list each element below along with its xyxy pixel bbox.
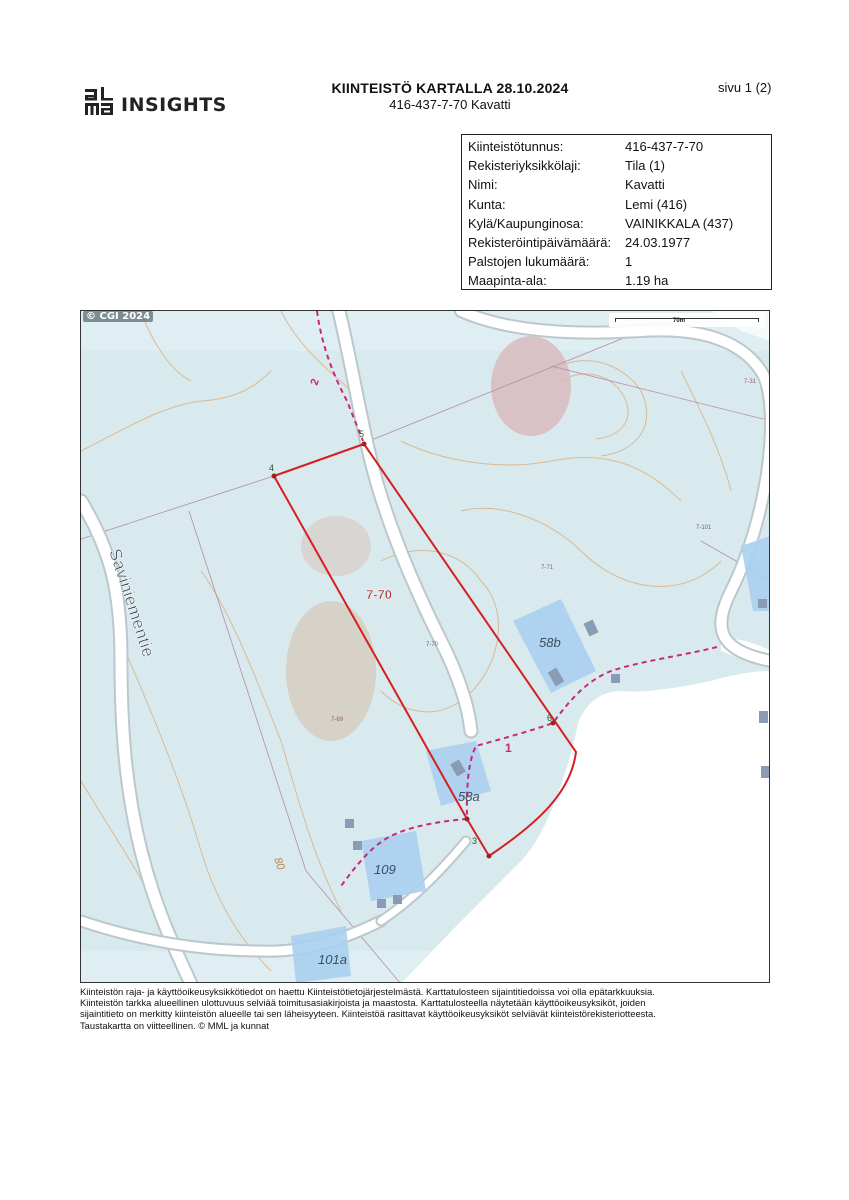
contour-label: 80 (271, 855, 287, 872)
usage-unit-label: 1 (505, 741, 512, 755)
building (377, 899, 386, 908)
logo-text: INSIGHTS (121, 94, 227, 116)
info-value: 1.19 ha (625, 273, 669, 289)
info-value: Kavatti (625, 177, 665, 193)
road-name-label: Saviniementie (105, 546, 159, 660)
property-info-table (461, 134, 772, 290)
boundary-point-label: 3 (472, 836, 478, 846)
address-number: 101a (318, 952, 347, 967)
rocky-area (491, 336, 571, 436)
info-row (468, 252, 771, 271)
info-value: Tila (1) (625, 158, 665, 174)
info-row (468, 156, 771, 175)
footnote-line: Kiinteistön tarkka alueellinen ulottuvuus selviää toimitusasiakirjoista ja maastosta. Karttatulosteella näytetään käyttöoikeusyksiköt, joiden (80, 997, 646, 1009)
info-value: VAINIKKALA (437) (625, 215, 734, 231)
info-label: Maapinta-ala: (468, 273, 547, 289)
info-label: Rekisteröintipäivämäärä: (468, 234, 612, 250)
header-title-block (300, 80, 600, 112)
building (393, 895, 402, 904)
address-number: 109 (374, 862, 396, 877)
info-label: Kunta: (468, 196, 506, 212)
building (611, 674, 620, 683)
usage-unit-label: 2 (308, 377, 322, 388)
info-value: 416-437-7-70 (625, 139, 704, 154)
boundary-point-label: 4 (269, 463, 275, 473)
alma-logo-icon (84, 86, 118, 116)
footnote-line: Taustakartta on viitteellinen. © MML ja kunnat (80, 1019, 269, 1031)
info-row (468, 137, 771, 156)
parcel-id: 7-70 (426, 642, 439, 648)
page-number: sivu 1 (2) (718, 80, 772, 95)
info-row (468, 214, 771, 233)
footnote-line: sijaintitieto on merkitty kiinteistön alueelle tai sen läheisyyteen. Kiinteistöä rasittavat käyttöoikeusyksiköt selviävät kiinteistörekisteriotteesta. (80, 1008, 656, 1020)
info-label: Kylä/Kaupunginosa: (468, 215, 584, 231)
parcel-id: 7-71 (541, 565, 554, 571)
boundary-point-label: 5 (359, 429, 365, 439)
alma-insights-logo (84, 84, 227, 118)
boundary-point-label: 6 (547, 713, 553, 723)
info-label: Palstojen lukumäärä: (468, 254, 590, 270)
parcel-id: 7-101 (696, 525, 712, 531)
info-label: Nimi: (468, 177, 498, 193)
info-value: 24.03.1977 (625, 234, 691, 250)
building (759, 711, 768, 723)
page-title: KIINTEISTÖ KARTALLA 28.10.2024 (331, 80, 569, 96)
info-label: Rekisteriyksikkölaji: (468, 158, 581, 174)
building (345, 819, 354, 828)
rocky-area (301, 516, 371, 576)
parcel-id-label: 7-70 (366, 587, 393, 602)
info-row (468, 233, 771, 252)
building (353, 841, 362, 850)
page-subtitle: 416-437-7-70 Kavatti (389, 97, 511, 112)
info-row (468, 195, 771, 214)
parcel-id: 7-31 (744, 379, 757, 385)
address-number: 58a (458, 789, 480, 804)
footnote (80, 986, 780, 1031)
address-number: 58b (539, 635, 561, 650)
info-row (468, 175, 771, 194)
copyright-badge: © CGI 2024 (83, 311, 153, 322)
info-value: 1 (625, 254, 633, 270)
footnote-line: Kiinteistön raja- ja käyttöoikeusyksikkötiedot on haettu Kiinteistötietojärjestelmästä. Karttatulosteen sijaintitiedoissa voi olla epätarkkuuksia. (80, 986, 655, 997)
scale-bar (609, 313, 765, 327)
info-label: Kiinteistötunnus: (468, 139, 564, 154)
map-canvas (81, 311, 770, 983)
parcel-id: 7-69 (331, 717, 344, 723)
building (761, 766, 770, 778)
scale-bar-line (615, 318, 759, 322)
building (758, 599, 767, 608)
property-map[interactable] (80, 310, 770, 983)
info-row (468, 271, 771, 290)
scale-label: 70m (672, 318, 685, 324)
info-value: Lemi (416) (625, 196, 688, 212)
